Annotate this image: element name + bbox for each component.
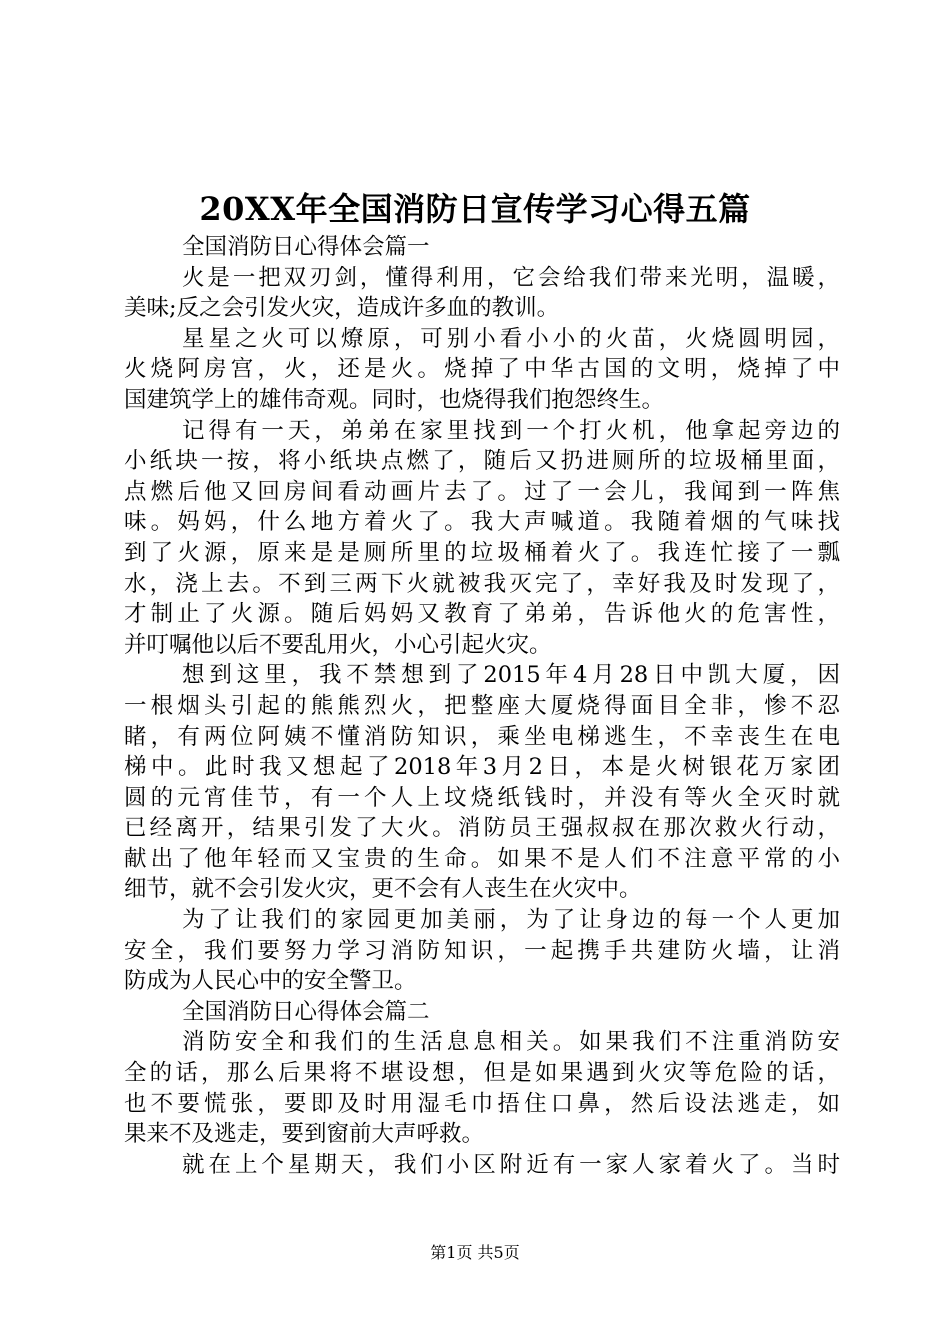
text-line: 记得有一天，弟弟在家里找到一个打火机，他拿起旁边的 [182, 417, 840, 444]
text-line: 献出了他年轻而又宝贵的生命。如果不是人们不注意平常的小 [124, 845, 840, 872]
text-line: 火烧阿房宫，火，还是火。烧掉了中华古国的文明，烧掉了中 [124, 356, 840, 383]
text-line: 想到这里，我不禁想到了2015年4月28日中凯大厦，因 [182, 662, 840, 689]
text-line: 到了火源，原来是是厕所里的垃圾桶着火了。我连忙接了一瓢 [124, 539, 840, 566]
text-line: 果来不及逃走，要到窗前大声呼救。 [124, 1121, 485, 1148]
text-line: 全国消防日心得体会篇一 [182, 234, 430, 260]
page-footer: 第1页 共5页 [430, 1243, 520, 1262]
text-line: 睹，有两位阿姨不懂消防知识，乘坐电梯逃生，不幸丧生在电 [124, 723, 840, 750]
text-line: 并叮嘱他以后不要乱用火，小心引起火灾。 [124, 631, 552, 658]
text-line: 细节，就不会引发火灾，更不会有人丧生在火灾中。 [124, 876, 642, 903]
document-title: 20XX年全国消防日宣传学习心得五篇 [199, 190, 751, 228]
text-line: 为了让我们的家园更加美丽，为了让身边的每一个人更加 [182, 907, 840, 934]
text-line: 小纸块一按，将小纸块点燃了，随后又扔进厕所的垃圾桶里面， [124, 448, 840, 475]
text-line: 星星之火可以燎原，可别小看小小的火苗，火烧圆明园， [182, 325, 840, 352]
text-line: 味。妈妈，什么地方着火了。我大声喊道。我随着烟的气味找 [124, 509, 840, 536]
text-line: 全的话，那么后果将不堪设想，但是如果遇到火灾等危险的话， [124, 1060, 840, 1087]
text-line: 也不要慌张，要即及时用湿毛巾捂住口鼻，然后设法逃走，如 [124, 1090, 840, 1117]
text-line: 才制止了火源。随后妈妈又教育了弟弟，告诉他火的危害性， [124, 601, 840, 628]
text-line: 全国消防日心得体会篇二 [182, 998, 430, 1025]
text-line: 国建筑学上的雄伟奇观。同时，也烧得我们抱怨终生。 [124, 386, 665, 413]
text-line: 点燃后他又回房间看动画片去了。过了一会儿，我闻到一阵焦 [124, 478, 840, 505]
document-body [124, 232, 840, 1180]
text-line: 梯中。此时我又想起了2018年3月2日，本是火树银花万家团 [124, 754, 840, 781]
text-line: 防成为人民心中的安全警卫。 [124, 968, 417, 995]
text-line: 圆的元宵佳节，有一个人上坟烧纸钱时，并没有等火全灭时就 [124, 784, 840, 811]
text-line: 消防安全和我们的生活息息相关。如果我们不注重消防安 [182, 1029, 840, 1056]
text-line: 水，浇上去。不到三两下火就被我灭完了，幸好我及时发现了， [124, 570, 840, 597]
text-line: 美味;反之会引发火灾，造成许多血的教训。 [124, 295, 560, 322]
text-line: 已经离开，结果引发了大火。消防员王强叔叔在那次救火行动， [124, 815, 840, 842]
text-line: 火是一把双刃剑，懂得利用，它会给我们带来光明，温暖， [182, 264, 840, 291]
text-line: 就在上个星期天，我们小区附近有一家人家着火了。当时 [182, 1151, 840, 1178]
text-line: 一根烟头引起的熊熊烈火，把整座大厦烧得面目全非，惨不忍 [124, 692, 840, 719]
text-line: 安全，我们要努力学习消防知识，一起携手共建防火墙，让消 [124, 937, 840, 964]
